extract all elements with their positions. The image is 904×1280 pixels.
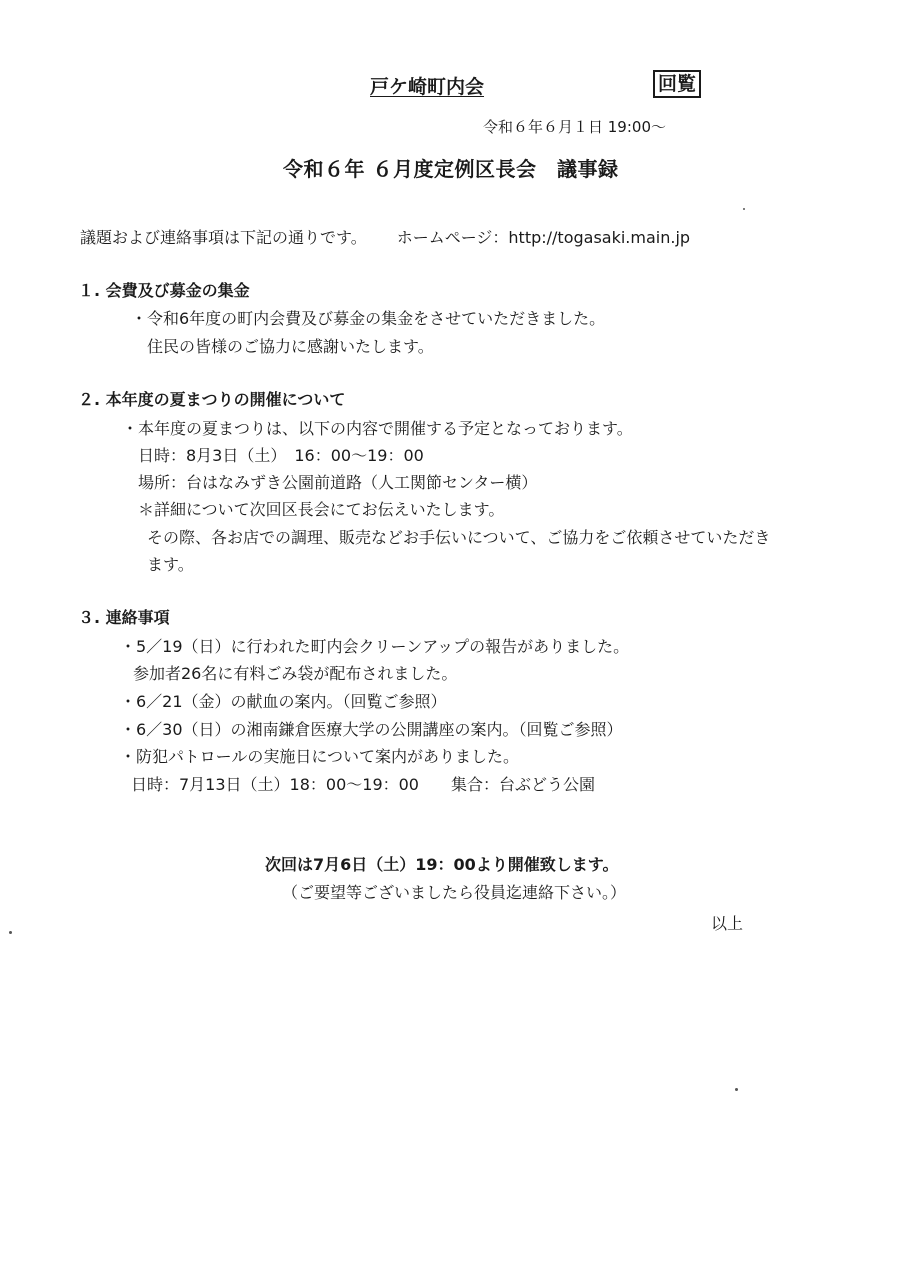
document-title: 令和６年 ６月度定例区長会 議事録	[283, 157, 619, 181]
section-1-line: 住民の皆様のご協力に感謝いたします。	[147, 337, 434, 356]
section-2-line: 場所：台はなみずき公園前道路（人工関節センター横）	[138, 473, 538, 492]
meeting-date: 令和６年６月１日 19:00～	[483, 118, 666, 136]
contact-request: （ご要望等ございましたら役員迄連絡下さい。）	[282, 883, 627, 902]
section-3-line: ・5／19（日）に行われた町内会クリーンアップの報告がありました。	[120, 637, 630, 656]
organization-name: 戸ケ崎町内会	[370, 76, 485, 98]
section-3-line: ・防犯パトロールの実施日について案内がありました。	[120, 747, 520, 766]
section-3-line: ・6／21（金）の献血の案内。（回覧ご参照）	[120, 692, 447, 711]
section-2-line: ます。	[147, 555, 194, 574]
section-2-heading: ２. 本年度の夏まつりの開催について	[78, 390, 346, 409]
end-mark: 以上	[711, 914, 744, 933]
section-3-line: 日時：7月13日（土）18：00～19：00 集合：台ぶどう公園	[131, 775, 595, 794]
scan-speck	[735, 1088, 738, 1091]
section-3-line: ・6／30（日）の湘南鎌倉医療大学の公開講座の案内。（回覧ご参照）	[120, 720, 623, 739]
homepage-link[interactable]: ホームページ：http://togasaki.main.jp	[396, 228, 691, 247]
section-1-line: ・令和6年度の町内会費及び募金の集金をさせていただきました。	[131, 309, 606, 328]
scan-speck	[743, 208, 745, 210]
intro-text: 議題および連絡事項は下記の通りです。	[80, 228, 367, 247]
circulation-badge: 回覧	[653, 70, 701, 98]
next-meeting-notice: 次回は7月6日（土）19：00より開催致します。	[265, 855, 619, 874]
intro-line	[80, 225, 690, 248]
section-2-line: ＊詳細について次回区長会にてお伝えいたします。	[138, 500, 505, 519]
section-2-line: その際、各お店での調理、販売などお手伝いについて、ご協力をご依頼させていただき	[147, 528, 771, 547]
section-2-line: 日時：8月3日（土） 16：00～19：00	[138, 446, 424, 465]
section-3-line: 参加者26名に有料ごみ袋が配布されました。	[133, 664, 458, 683]
section-2-line: ・本年度の夏まつりは、以下の内容で開催する予定となっております。	[122, 419, 633, 438]
section-3-heading: ３. 連絡事項	[78, 608, 170, 627]
scan-speck	[9, 931, 12, 934]
section-1-heading: １. 会費及び募金の集金	[78, 281, 250, 300]
